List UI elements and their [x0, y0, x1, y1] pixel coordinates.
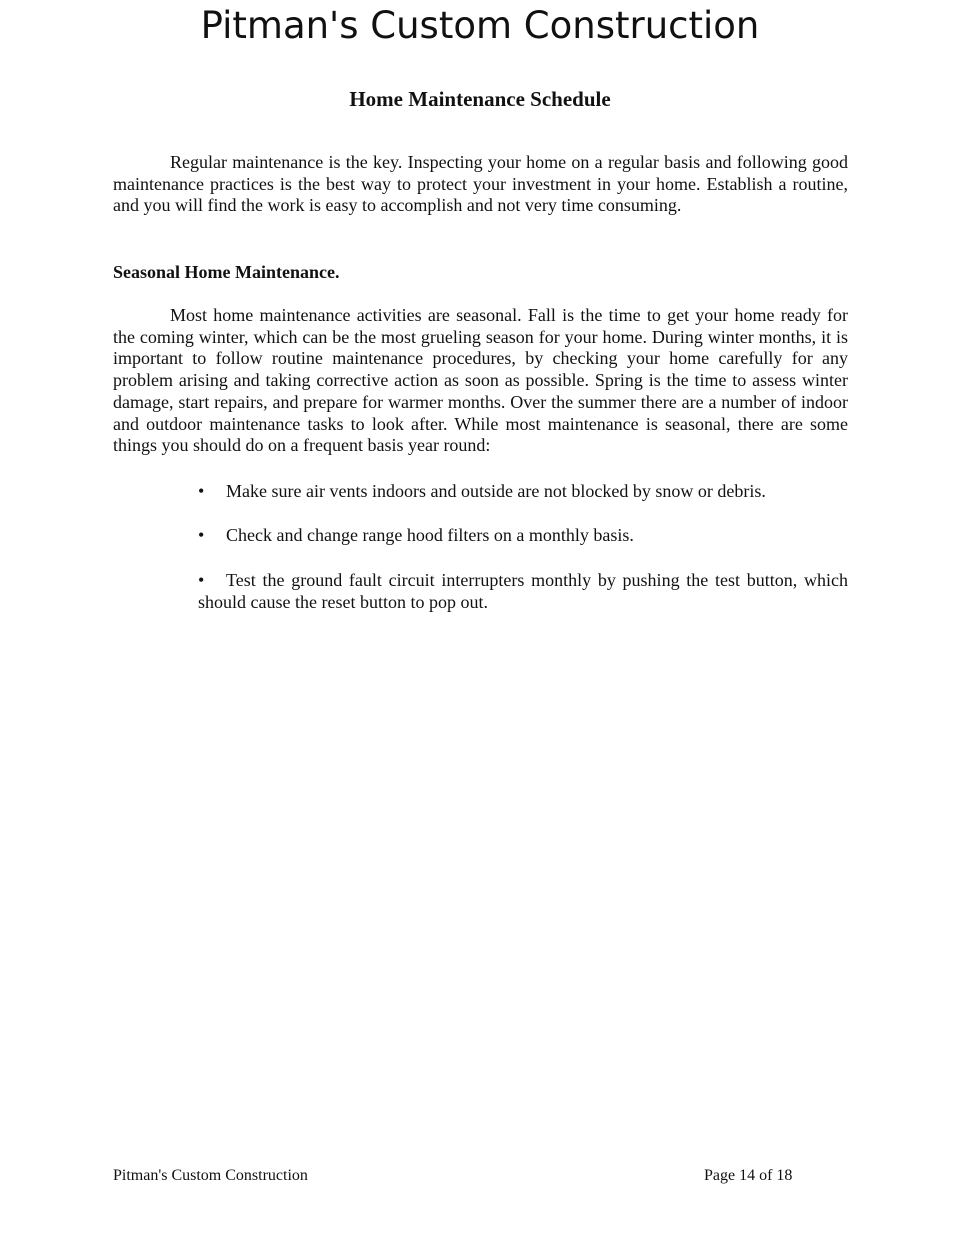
- section-heading: Seasonal Home Maintenance.: [113, 262, 340, 282]
- list-item: [198, 524, 848, 546]
- seasonal-paragraph-text: Most home maintenance activities are seasonal. Fall is the time to get your home ready for the coming winter, which can be the most grueling season for your home. During winter months, it is important to follow routine maintenance procedures, by checking your home carefully for any problem arising and taking corrective action as soon as possible. Spring is the time to assess winter damage, start repairs, and prepare for warmer months. Over the summer there are a number of indoor and outdoor maintenance tasks to look after. While most maintenance is seasonal, there are some things you should do on a frequent basis year round:: [113, 305, 848, 456]
- footer-company-name: Pitman's Custom Construction: [113, 1167, 308, 1184]
- list-item: [198, 480, 848, 502]
- page-title: Home Maintenance Schedule: [349, 87, 611, 111]
- bullet-icon: •: [198, 570, 205, 590]
- company-header: Pitman's Custom Construction: [200, 4, 760, 47]
- bullet-icon: •: [198, 481, 205, 501]
- footer-page-number: Page 14 of 18: [704, 1167, 793, 1184]
- list-item-text: Test the ground fault circuit interrupters monthly by pushing the test button, which should cause the reset button to pop out.: [198, 570, 848, 612]
- intro-paragraph-text: Regular maintenance is the key. Inspecting your home on a regular basis and following good maintenance practices is the best way to protect your investment in your home. Establish a routine, and you will find the work is easy to accomplish and not very time consuming.: [113, 152, 848, 216]
- list-item-text: Make sure air vents indoors and outside are not blocked by snow or debris.: [226, 481, 766, 501]
- list-item: [198, 569, 848, 613]
- bullet-icon: •: [198, 525, 205, 545]
- intro-paragraph: [113, 152, 848, 217]
- list-item-text: Check and change range hood filters on a monthly basis.: [226, 525, 634, 545]
- seasonal-paragraph: [113, 305, 848, 457]
